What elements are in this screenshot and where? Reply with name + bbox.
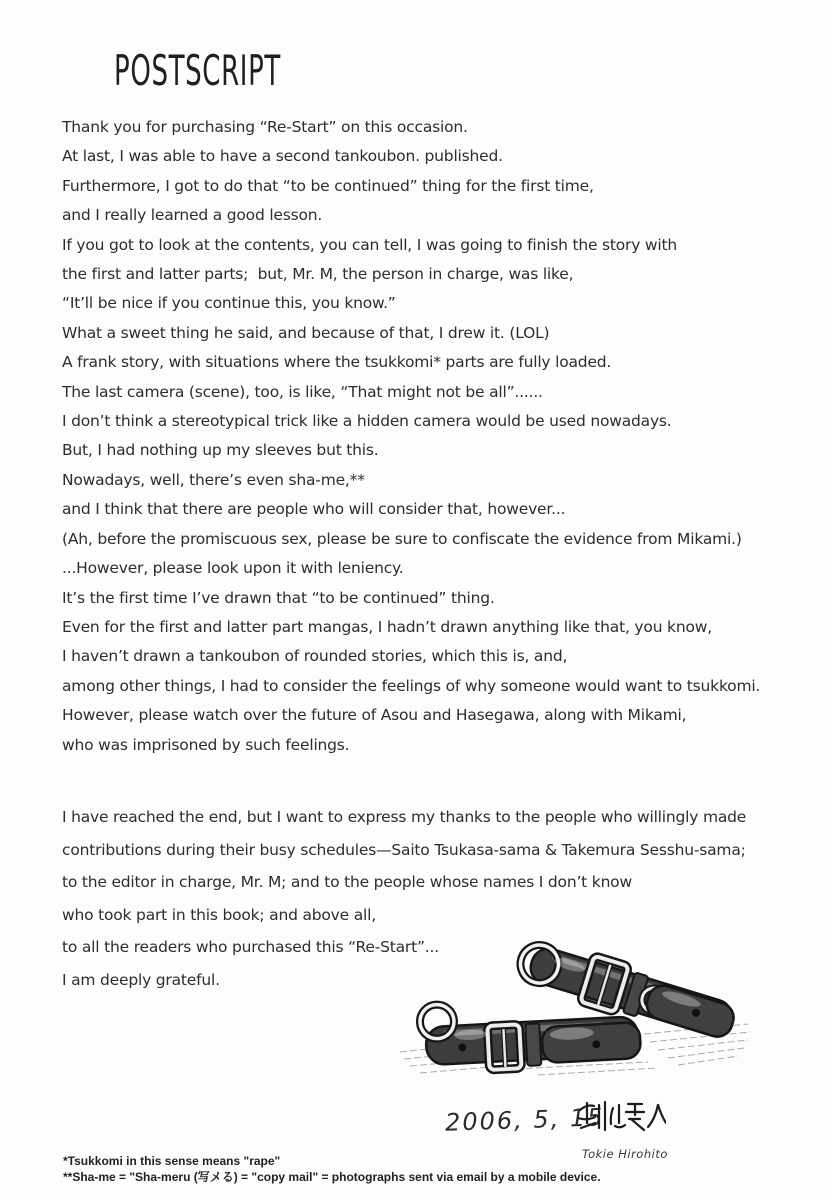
signature-kanji-art [574,1098,666,1146]
paragraph-line: Thank you for purchasing “Re-Start” on this occasion. [62,118,468,136]
footnote-shame: **Sha-me = "Sha-meru (写メる) = "copy mail" = photographs sent via email by a mobile device. [63,1169,601,1184]
paragraph-line: Even for the first and latter part mangas, I hadn’t drawn anything like that, you know, [62,617,712,636]
paragraph-line: I am deeply grateful. [62,970,220,989]
paragraph-line: “It’ll be nice if you continue this, you know.” [62,294,396,313]
paragraph-line: The last camera (scene), too, is like, “That might not be all”...... [62,382,543,401]
paragraph-line: among other things, I had to consider the feelings of why someone would want to tsukkomi. [62,676,761,695]
paragraph-line: contributions during their busy schedules—Saito Tsukasa-sama & Takemura Sesshu-sama; [62,840,746,859]
postscript-paragraph-1 [62,113,760,760]
dog-collars-illustration [396,934,754,1082]
signature-date: 2006, 5, 15 [444,1103,605,1137]
paragraph-line: to the editor in charge, Mr. M; and to the people whose names I don’t know [62,873,632,892]
paragraph-line: At last, I was able to have a second tankoubon. published. [62,147,503,166]
footnote-tsukkomi: *Tsukkomi in this sense means "rape" [63,1154,281,1168]
paragraph-line: If you got to look at the contents, you can tell, I was going to finish the story with [62,235,678,254]
paragraph-line: who was imprisoned by such feelings. [62,735,350,754]
paragraph-line: I don’t think a stereotypical trick like a hidden camera would be used nowadays. [62,412,672,431]
paragraph-line: the first and latter parts; but, Mr. M, the person in charge, was like, [62,265,574,284]
paragraph-line: to all the readers who purchased this “Re-Start”... [62,938,439,957]
paragraph-line: (Ah, before the promiscuous sex, please be sure to confiscate the evidence from Mikami.) [62,529,742,548]
footnotes [63,1154,601,1185]
paragraph-line: and I think that there are people who will consider that, however... [62,500,566,519]
paragraph-line: A frank story, with situations where the tsukkomi* parts are fully loaded. [62,353,612,372]
page-title: POSTSCRIPT [114,46,281,95]
paragraph-line: However, please watch over the future of Asou and Hasegawa, along with Mikami, [62,706,687,725]
paragraph-line: But, I had nothing up my sleeves but this. [62,441,379,460]
paragraph-line: Nowadays, well, there’s even sha-me,** [62,470,365,489]
paragraph-line: ...However, please look upon it with leniency. [62,559,404,578]
paragraph-line: I have reached the end, but I want to express my thanks to the people who willingly made [62,808,747,826]
paragraph-line: It’s the first time I’ve drawn that “to be continued” thing. [62,588,495,607]
paragraph-line: I haven’t drawn a tankoubon of rounded stories, which this is, and, [62,647,568,666]
paragraph-line: Furthermore, I got to do that “to be continued” thing for the first time, [62,176,594,195]
paragraph-line: who took part in this book; and above all, [62,905,376,924]
paragraph-line: What a sweet thing he said, and because of that, I drew it. (LOL) [62,323,550,342]
paragraph-line: and I really learned a good lesson. [62,206,323,225]
signature-name: Tokie Hirohito [582,1147,668,1161]
